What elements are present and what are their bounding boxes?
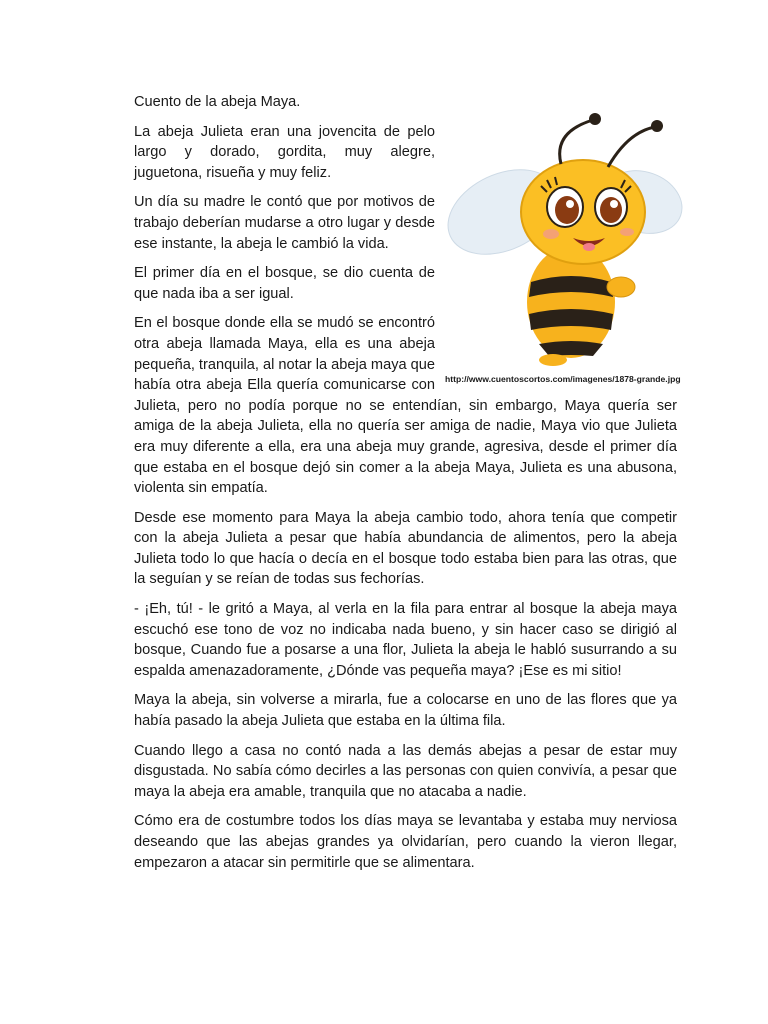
paragraph-6: - ¡Eh, tú! - le gritó a Maya, al verla en la fila para entrar al bosque la abeja maya escuchó ese tono de voz no indicaba nada bueno, y sin hacer caso se dirigió al bosque, Cuando fue a posarse a una flor, Julieta la abeja le habló susurrando a su espalda amenazadoramente, ¿Dónde vas pequeña maya? ¡Ese es mi sitio!: [134, 601, 677, 679]
illustration-figure: [443, 92, 688, 392]
paragraph-8: Cuando llego a casa no contó nada a las demás abejas a pesar de estar muy disgustada. No sabía cómo decirles a las personas con quien convivía, a pesar que maya la abeja era amable, tranquila que no atacaba a nadie.: [134, 742, 677, 800]
paragraph-4: En el bosque donde ella se mudó se encontró otra abeja llamada Maya, ella es una abeja pequeña, tranquila, al notar la abeja maya que había otra abeja Ella quería comunicarse con Julieta, pero no podía porque no se entendían, sin embargo, Maya quería ser amiga de la abeja Julieta, ella no quería ser amiga de nadie, Maya vio que Julieta era muy diferente a ella, era una abeja muy grande, agresiva, desde el primer día que estaba en el bosque dejó sin comer a la abeja Maya, Julieta es una abusona, violenta sin empatía.: [134, 315, 677, 497]
paragraph-5: Desde ese momento para Maya la abeja cambio todo, ahora tenía que competir con la abeja Julieta a pesar que había abundancia de alimentos, pero la abeja Julieta todo lo que hacía o decía en el bosque todo estaba bien para las otras, que la seguían y se reían de todas sus fechorías.: [134, 509, 677, 588]
paragraph-2: Un día su madre le contó que por motivos de trabajo deberían mudarse a otro lugar y desde ese instante, la abeja le cambió la vida.: [134, 194, 435, 252]
document-page: [134, 92, 681, 882]
image-caption: http://www.cuentoscortos.com/imagenes/1878-grande.jpg: [445, 374, 681, 384]
paragraph-1: La abeja Julieta eran una jovencita de pelo largo y dorado, gordita, muy alegre, juguetona, risueña y muy feliz.: [134, 123, 435, 181]
paragraph-9: Cómo era de costumbre todos los días maya se levantaba y estaba muy nerviosa deseando que las abejas grandes ya olvidarían, pero cuando la vieron llegar, empezaron a atacar sin permitirle que se alimentara.: [134, 813, 677, 871]
paragraph-7: Maya la abeja, sin volverse a mirarla, fue a colocarse en uno de las flores que ya había pasado la abeja Julieta que estaba en la última fila.: [134, 692, 677, 730]
story-title: Cuento de la abeja Maya.: [134, 94, 301, 110]
bee-illustration: [443, 92, 688, 367]
paragraph-3: El primer día en el bosque, se dio cuenta de que nada iba a ser igual.: [134, 265, 435, 302]
